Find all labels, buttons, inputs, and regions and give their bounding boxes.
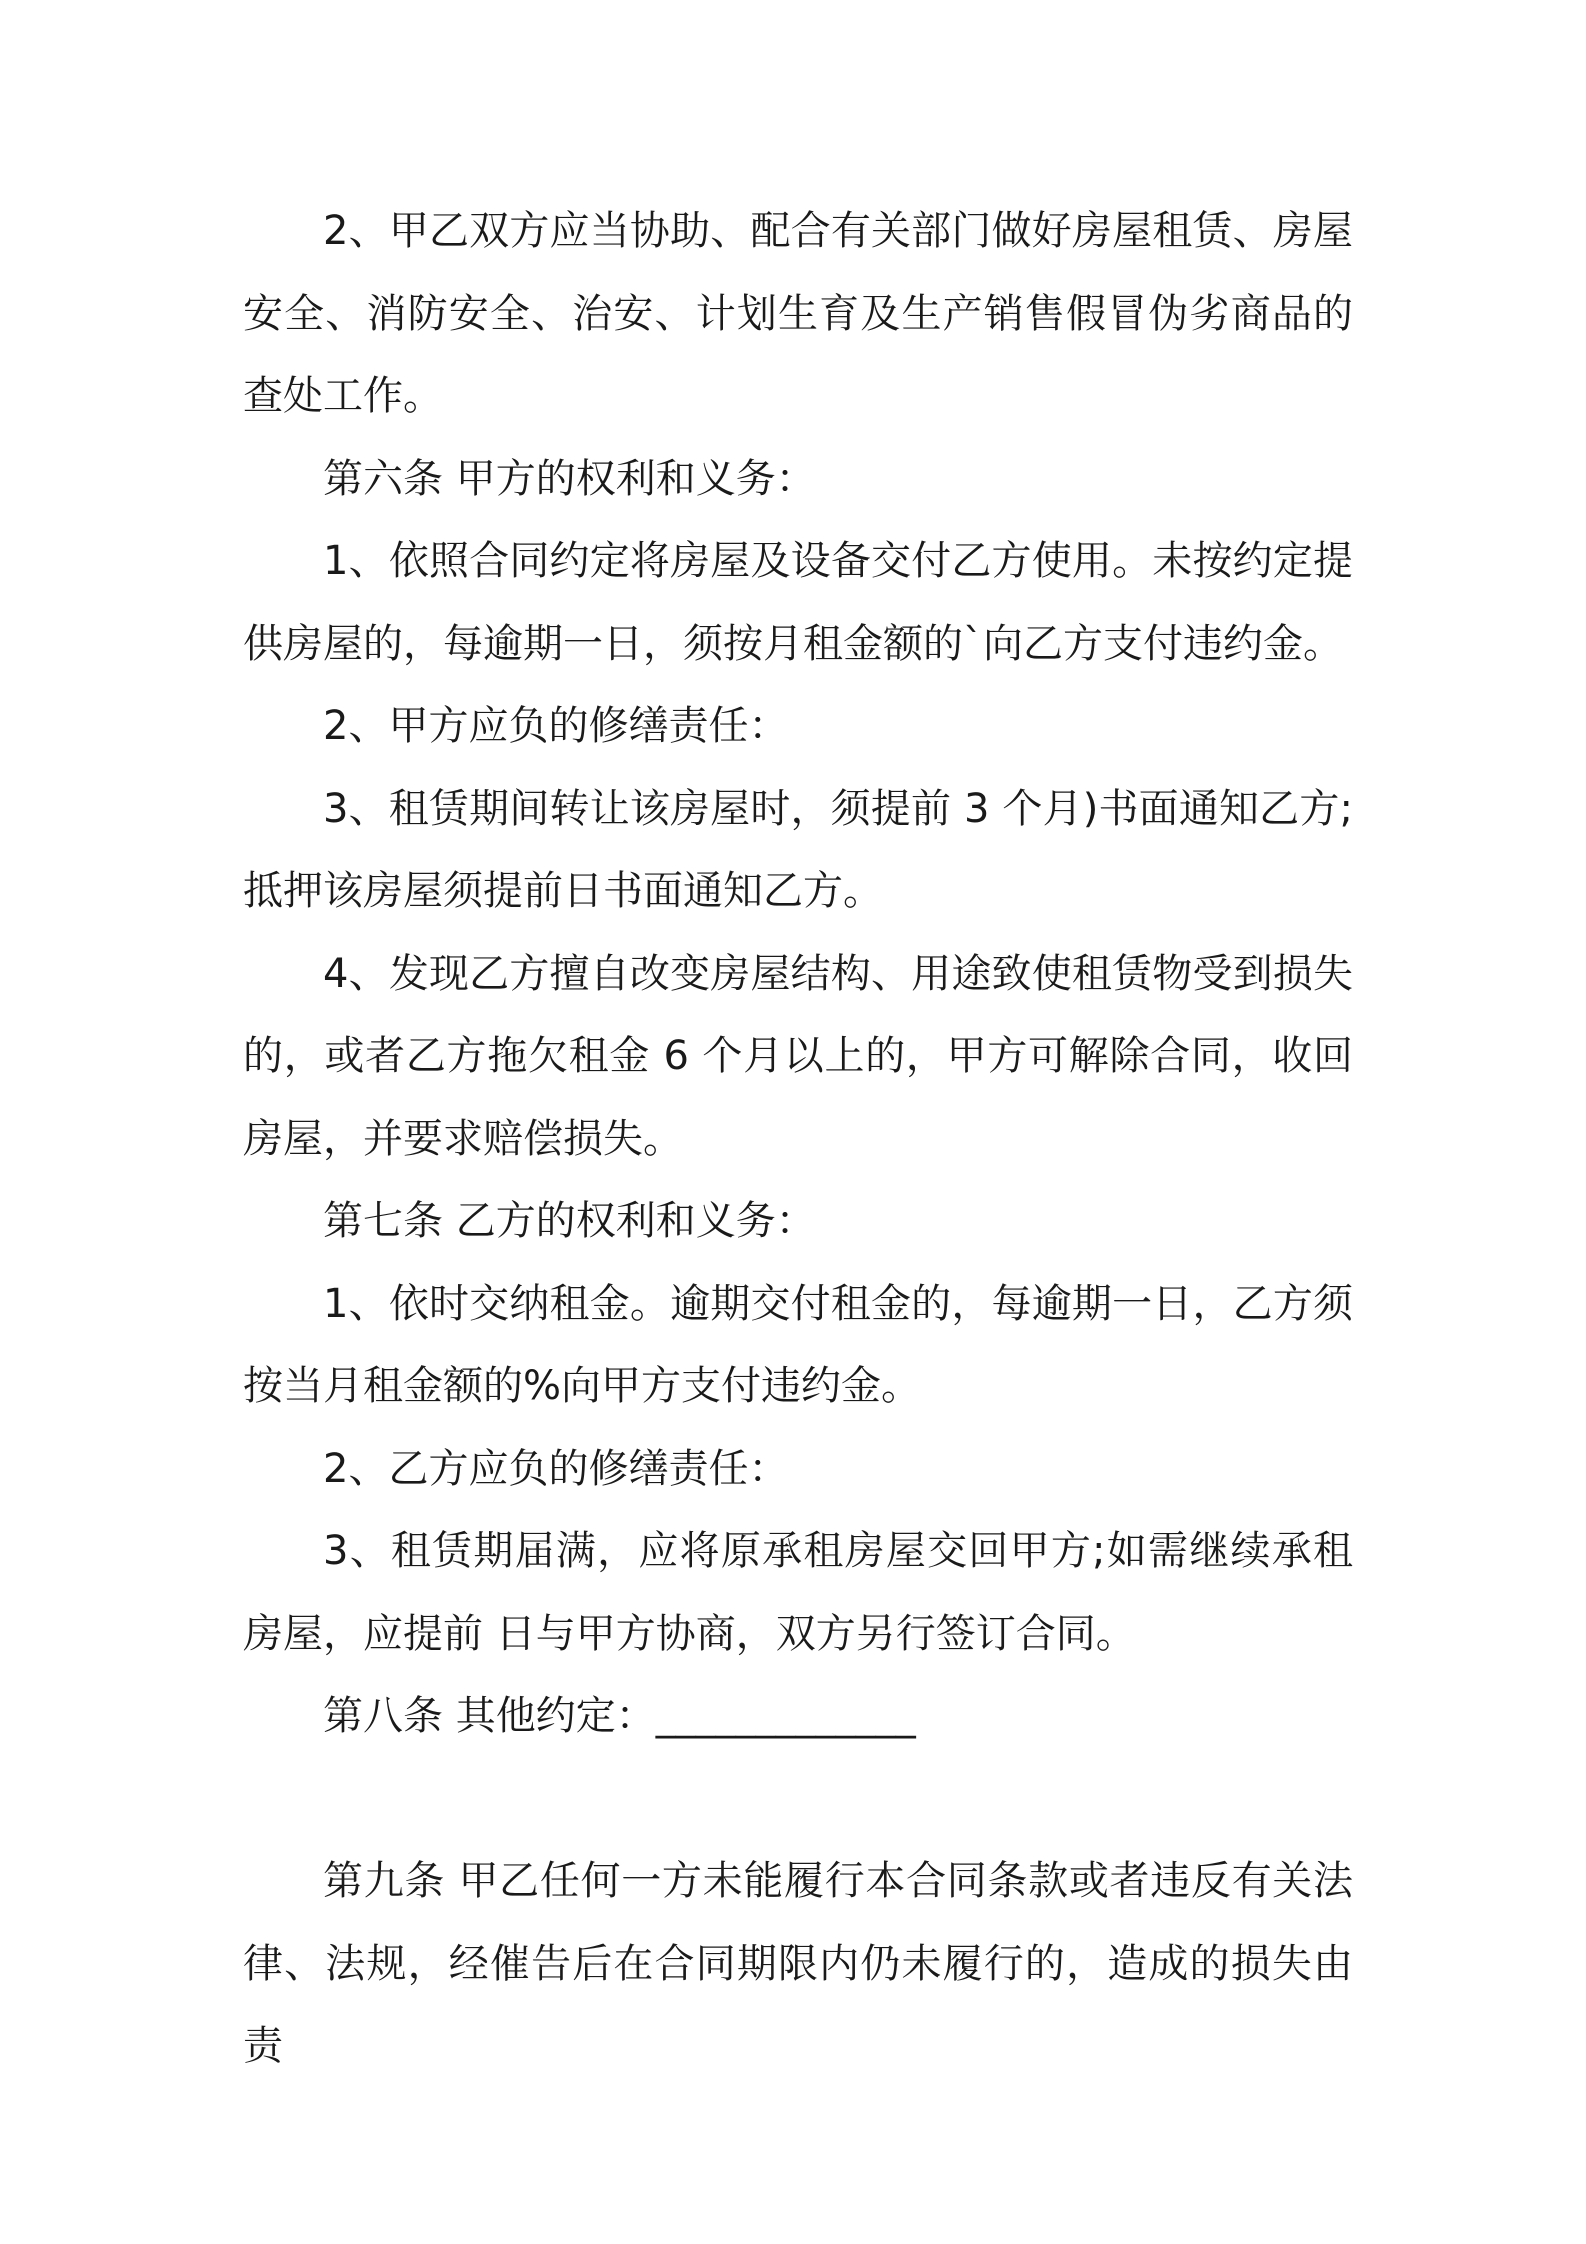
article-6-clause-1: 1、依照合同约定将房屋及设备交付乙方使用。未按约定提供房屋的，每逾期一日，须按月租金额的`向乙方支付违约金。 bbox=[243, 538, 1353, 667]
article-7-clause-3: 3、租赁期届满，应将原承租房屋交回甲方;如需继续承租房屋，应提前 日与甲方协商，双方另行签订合同。 bbox=[243, 1528, 1353, 1657]
article-8-heading: 第八条 其他约定：_____________ bbox=[323, 1693, 916, 1739]
article-9-text: 第九条 甲乙任何一方未能履行本合同条款或者违反有关法律、法规，经催告后在合同期限内仍未履行的，造成的损失由责 bbox=[243, 1858, 1353, 2069]
article-6-clause-2: 2、甲方应负的修缮责任： bbox=[323, 703, 789, 749]
article-6-clause-4: 4、发现乙方擅自改变房屋结构、用途致使租赁物受到损失的，或者乙方拖欠租金 6 个月以上的，甲方可解除合同，收回房屋，并要求赔偿损失。 bbox=[243, 950, 1353, 1162]
document-body bbox=[243, 190, 1353, 2088]
article-6-clause-3: 3、租赁期间转让该房屋时，须提前 3 个月)书面通知乙方;抵押该房屋须提前日书面通知乙方。 bbox=[243, 785, 1353, 914]
article-7-clause-2: 2、乙方应负的修缮责任： bbox=[323, 1445, 789, 1492]
blank-line bbox=[243, 1758, 1353, 1841]
article-7-heading: 第七条 乙方的权利和义务： bbox=[323, 1198, 816, 1244]
article-7-clause-1: 1、依时交纳租金。逾期交付租金的，每逾期一日，乙方须按当月租金额的%向甲方支付违约金。 bbox=[243, 1280, 1353, 1409]
article-6-heading: 第六条 甲方的权利和义务： bbox=[323, 455, 816, 502]
paragraph-cooperation: 2、甲乙双方应当协助、配合有关部门做好房屋租赁、房屋安全、消防安全、治安、计划生育及生产销售假冒伪劣商品的查处工作。 bbox=[243, 208, 1353, 419]
